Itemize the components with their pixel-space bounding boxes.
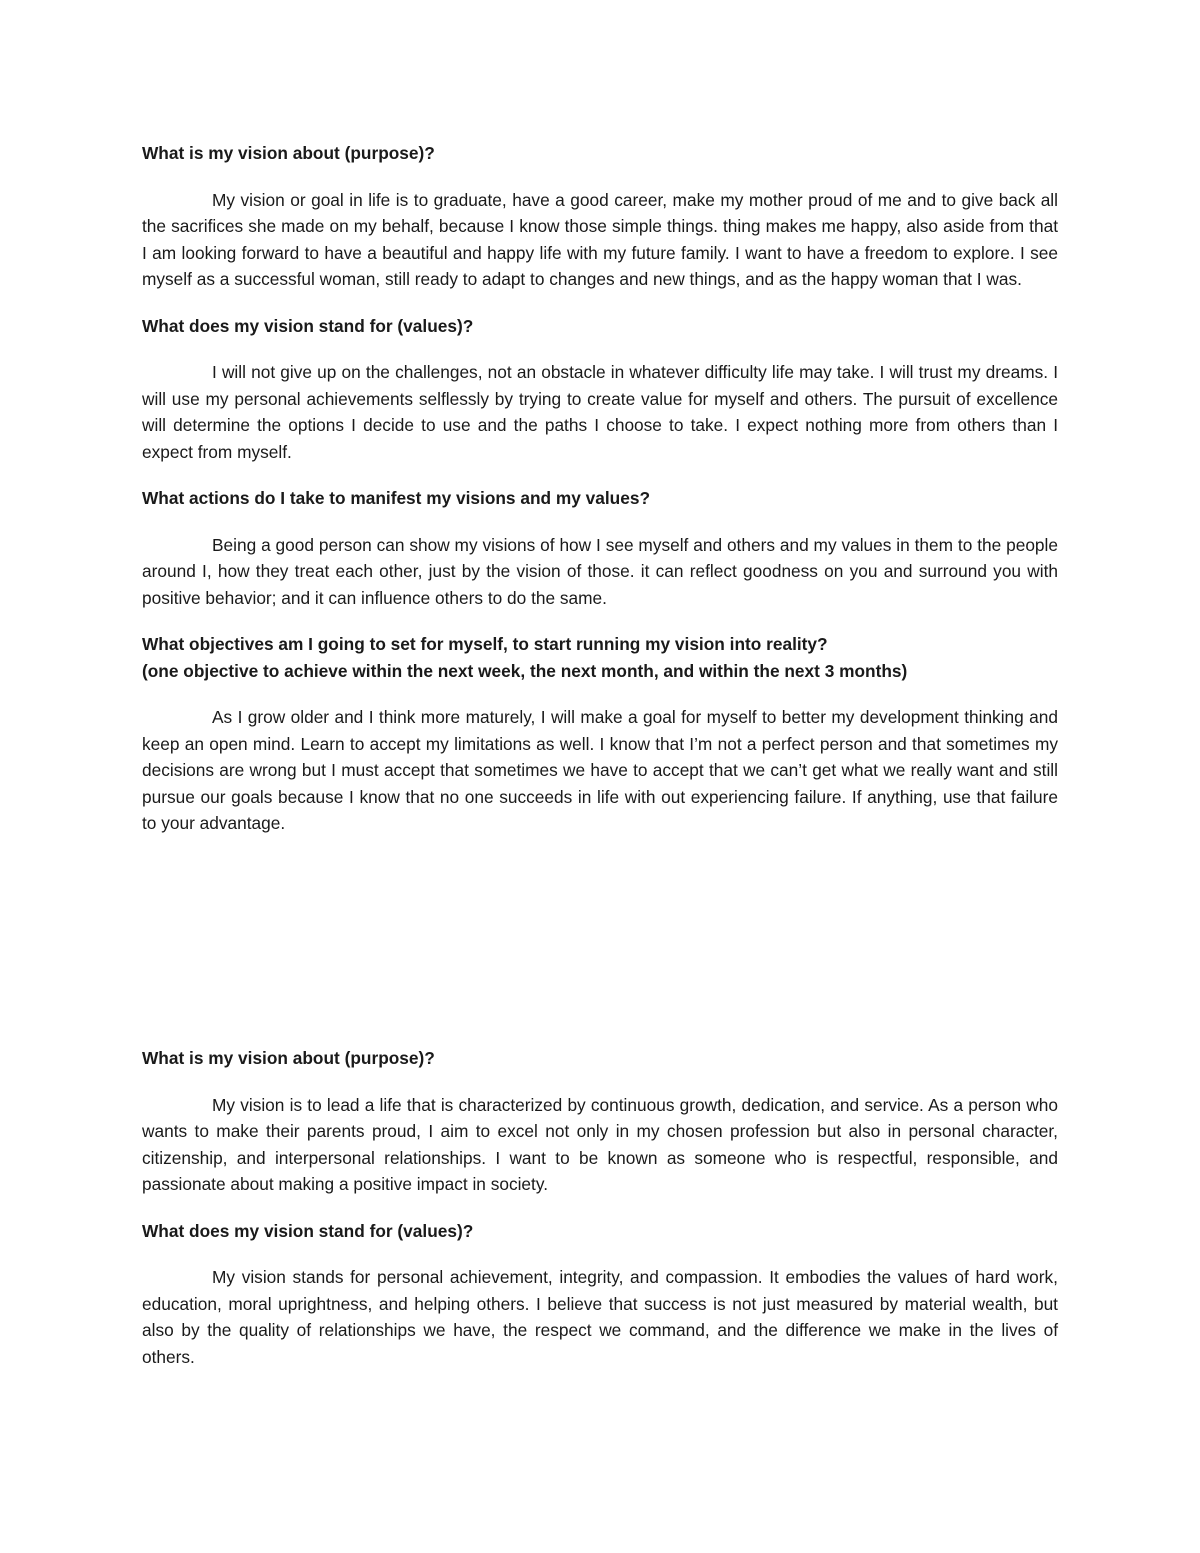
first-vision-section <box>142 140 1058 837</box>
question-heading <box>142 140 1058 167</box>
question-heading <box>142 1218 1058 1245</box>
question-text: What does my vision stand for (values)? <box>142 315 474 336</box>
document-page <box>142 140 1058 1367</box>
answer-paragraph: My vision is to lead a life that is characterized by continuous growth, dedication, and service. As a person who wants to make their parents proud, I aim to excel not only in my chosen profession but also in personal character, citizenship, and interpersonal relationships. I want to be known as someone who is respectful, responsible, and passionate about making a positive impact in society. <box>142 1094 1058 1194</box>
question-subtext: (one objective to achieve within the next week, the next month, and within the next 3 months) <box>142 660 908 681</box>
question-text: What objectives am I going to set for myself, to start running my vision into reality? <box>142 634 828 654</box>
question-heading <box>142 631 1058 684</box>
answer-paragraph: As I grow older and I think more maturely, I will make a goal for myself to better my development thinking and keep an open mind. Learn to accept my limitations as well. I know that I’m not a perfect person and that sometimes my decisions are wrong but I must accept that sometimes we have to accept that we can’t get what we really want and still pursue our goals because I know that no one succeeds in life with out experiencing failure. If anything, use that failure to your advantage. <box>142 707 1058 833</box>
answer-paragraph: My vision stands for personal achievement, integrity, and compassion. It embodies the values of hard work, education, moral uprightness, and helping others. I believe that success is not just measured by material wealth, but also by the quality of relationships we have, the respect we command, and the difference we make in the lives of others. <box>142 1267 1058 1367</box>
question-heading <box>142 313 1058 340</box>
question-text: What does my vision stand for (values)? <box>142 1220 474 1241</box>
answer-paragraph: Being a good person can show my visions of how I see myself and others and my values in them to the people around I, how they treat each other, just by the vision of those. it can reflect goodness on you and surround you with positive behavior; and it can influence others to do the same. <box>142 534 1058 608</box>
question-heading <box>142 1045 1058 1072</box>
question-text: What actions do I take to manifest my visions and my values? <box>142 488 651 508</box>
question-heading <box>142 485 1058 512</box>
answer-paragraph: I will not give up on the challenges, not an obstacle in whatever difficulty life may take. I will trust my dreams. I will use my personal achievements selflessly by trying to create value for myself and others. The pursuit of excellence will determine the options I decide to use and the paths I choose to take. I expect nothing more from others than I expect from myself. <box>142 362 1058 462</box>
second-vision-section <box>142 1045 1058 1390</box>
answer-paragraph: My vision or goal in life is to graduate, have a good career, make my mother proud of me and to give back all the sacrifices she made on my behalf, because I know those simple things. thing makes me happy, also aside from that I am looking forward to have a beautiful and happy life with my future family. I want to have a freedom to explore. I see myself as a successful woman, still ready to adapt to changes and new things, and as the happy woman that I was. <box>142 189 1058 289</box>
question-text: What is my vision about (purpose)? <box>142 143 435 163</box>
question-text: What is my vision about (purpose)? <box>142 1048 435 1068</box>
